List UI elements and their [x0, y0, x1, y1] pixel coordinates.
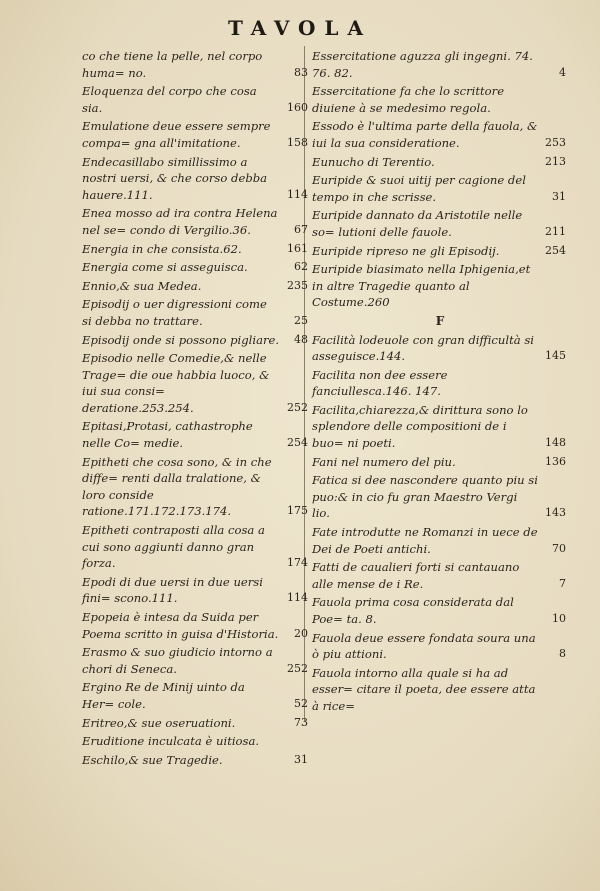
- index-entry: [312, 594, 568, 627]
- index-entry: [82, 278, 310, 295]
- entry-page-number: 252: [287, 400, 308, 414]
- index-entry: [82, 609, 310, 642]
- entry-page-number: 114: [287, 187, 308, 201]
- entry-page-number: 161: [287, 241, 308, 255]
- index-entry: [82, 241, 310, 258]
- entry-text: Fauola prima cosa considerata dal Poe= ta. 8.: [312, 595, 514, 626]
- entry-text: Epitheti contraposti alla cosa a cui sono aggiunti danno gran forza.: [82, 523, 265, 571]
- index-entry: [82, 118, 310, 151]
- entry-text: Epopeia è intesa da Suida per Poema scritto in guisa d'Historia.: [82, 610, 279, 641]
- index-entry: [82, 644, 310, 677]
- entry-page-number: 20: [294, 626, 308, 640]
- index-entry: [312, 332, 568, 365]
- entry-text: Eritreo,& sue oseruationi.: [82, 715, 236, 730]
- index-entry: [82, 679, 310, 712]
- index-entry: [82, 733, 310, 750]
- entry-text: Essodo è l'ultima parte della fauola, & iui la sua consideratione.: [312, 119, 538, 150]
- entry-page-number: 254: [545, 243, 566, 257]
- index-entry: [312, 118, 568, 151]
- index-entry: [82, 48, 310, 81]
- entry-text: Euripide & suoi uitij per cagione del tempo in che scrisse.: [312, 173, 526, 204]
- entry-page-number: 211: [545, 224, 566, 238]
- entry-page-number: 253: [545, 135, 566, 149]
- index-column-right: [312, 48, 568, 717]
- entry-page-number: 31: [552, 189, 566, 203]
- entry-text: Essercitatione aguzza gli ingegni. 74. 76. 82.: [312, 49, 533, 80]
- entry-page-number: 48: [294, 332, 308, 346]
- entry-text: Episodio nelle Comedie,& nelle Trage= die oue habbia luoco, & iui sua consi= deratione.253.254.: [82, 351, 270, 415]
- index-entry: [312, 367, 568, 400]
- entry-text: Energia in che consista.62.: [82, 241, 242, 256]
- entry-text: Episodij onde si possono pigliare.: [82, 332, 280, 347]
- entry-page-number: 70: [552, 541, 566, 555]
- entry-page-number: 145: [545, 349, 566, 363]
- index-entry: [82, 752, 310, 769]
- entry-text: Epodi di due uersi in due uersi fini= scono.111.: [82, 574, 263, 606]
- entry-text: Facilita,chiarezza,& dirittura sono lo splendore delle compositioni de i buo= ni poeti.: [312, 402, 528, 451]
- entry-text: Episodij o uer digressioni come si debba no trattare.: [82, 297, 267, 328]
- index-entry: [312, 454, 568, 471]
- entry-text: Fatti de caualieri forti si cantauano alle mense de i Re.: [312, 560, 520, 591]
- entry-page-number: 143: [545, 506, 566, 520]
- page-title: TAVOLA: [227, 16, 373, 40]
- entry-text: Epitasi,Protasi, cathastrophe nelle Co= medie.: [82, 419, 253, 451]
- entry-text: Enea mosso ad ira contra Helena nel se= condo di Vergilio.36.: [82, 206, 278, 237]
- entry-text: co che tiene la pelle, nel corpo huma= no.: [82, 49, 263, 80]
- index-column-left: [82, 48, 310, 770]
- index-entry: [312, 172, 568, 205]
- entry-text: Eschilo,& sue Tragedie.: [82, 752, 223, 767]
- index-entry: [312, 630, 568, 663]
- entry-page-number: 254: [287, 436, 308, 450]
- entry-page-number: 158: [287, 135, 308, 149]
- index-entry: [312, 559, 568, 592]
- index-entry: [312, 261, 568, 311]
- index-entry: [312, 83, 568, 116]
- entry-text: Endecasillabo simillissimo a nostri uersi, & che corso debba hauere.111.: [82, 154, 268, 202]
- entry-page-number: 213: [545, 154, 566, 168]
- entry-page-number: 8: [559, 647, 566, 661]
- index-entry: [312, 207, 568, 240]
- entry-text: Facilità lodeuole con gran difficultà si asseguisce.144.: [312, 332, 535, 364]
- index-entry: [312, 665, 568, 715]
- entry-page-number: 252: [287, 661, 308, 675]
- entry-text: Fate introdutte ne Romanzi in uece de Dei de Poeti antichi.: [312, 525, 538, 556]
- entry-page-number: 25: [294, 313, 308, 327]
- entry-page-number: 235: [287, 278, 308, 292]
- entry-page-number: 174: [287, 556, 308, 570]
- entry-page-number: 148: [545, 436, 566, 450]
- entry-page-number: 4: [559, 65, 566, 79]
- entry-page-number: 7: [559, 576, 566, 590]
- entry-text: Emulatione deue essere sempre compa= gna all'imitatione.: [82, 119, 271, 150]
- entry-text: Eruditione inculcata è uitiosa.: [82, 734, 260, 749]
- entry-text: Fani nel numero del piu.: [312, 454, 456, 469]
- entry-page-number: 83: [294, 65, 308, 79]
- index-entry: [82, 522, 310, 572]
- index-entry: [82, 259, 310, 276]
- index-entry: [312, 48, 568, 81]
- index-entry: [82, 83, 310, 116]
- section-letter: F: [435, 313, 445, 328]
- entry-text: Erasmo & suo giudicio intorno a chori di Seneca.: [82, 645, 273, 676]
- entry-page-number: 175: [287, 504, 308, 518]
- index-entry: [82, 350, 310, 416]
- entry-text: Energia come si asseguisca.: [82, 260, 248, 275]
- entry-page-number: 10: [552, 612, 566, 625]
- entry-text: Ergino Re de Minij uinto da Her= cole.: [82, 680, 245, 711]
- entry-page-number: 67: [294, 222, 308, 236]
- entry-text: Fatica si dee nascondere quanto piu si puo:& in cio fu gran Maestro Vergi lio.: [312, 473, 538, 521]
- index-entry: [312, 243, 568, 260]
- entry-text: Euripide biasimato nella Iphigenia,et in altre Tragedie quanto al Costume.260: [312, 262, 531, 310]
- entry-page-number: 62: [294, 260, 308, 274]
- index-entry: [82, 454, 310, 520]
- index-entry: [82, 154, 310, 204]
- index-entry: [82, 296, 310, 329]
- index-entry: [312, 402, 568, 452]
- entry-page-number: 73: [294, 715, 308, 729]
- entry-page-number: 114: [287, 591, 308, 605]
- index-entry: [312, 524, 568, 557]
- entry-text: Fauola intorno alla quale si ha ad esser= citare il poeta, dee essere atta à rice=: [312, 665, 536, 713]
- entry-text: Fauola deue essere fondata soura una ò piu attioni.: [312, 630, 536, 662]
- entry-text: Essercitatione fa che lo scrittore diuiene à se medesimo regola.: [312, 84, 505, 115]
- index-entry: [82, 715, 310, 732]
- index-entry: [82, 418, 310, 451]
- entry-text: Euripide ripreso ne gli Episodij.: [312, 243, 500, 258]
- entry-text: Euripide dannato da Aristotile nelle so= lutioni delle fauole.: [312, 208, 523, 239]
- entry-page-number: 160: [287, 100, 308, 114]
- index-entry: [312, 154, 568, 171]
- entry-page-number: 31: [294, 752, 308, 766]
- entry-page-number: 52: [294, 696, 308, 710]
- index-entry: [82, 574, 310, 607]
- index-entry: [82, 205, 310, 238]
- entry-text: Epitheti che cosa sono, & in che diffe= renti dalla tralatione, & loro conside ratione.171.172.173.174.: [82, 454, 272, 519]
- entry-text: Eloquenza del corpo che cosa sia.: [82, 84, 257, 115]
- entry-text: Facilita non dee essere fanciullesca.146. 147.: [312, 367, 448, 399]
- index-entry: [82, 332, 310, 349]
- entry-page-number: 136: [545, 454, 566, 468]
- entry-text: Eunucho di Terentio.: [312, 154, 435, 169]
- entry-text: Ennio,& sua Medea.: [82, 278, 202, 293]
- index-entry: [312, 472, 568, 522]
